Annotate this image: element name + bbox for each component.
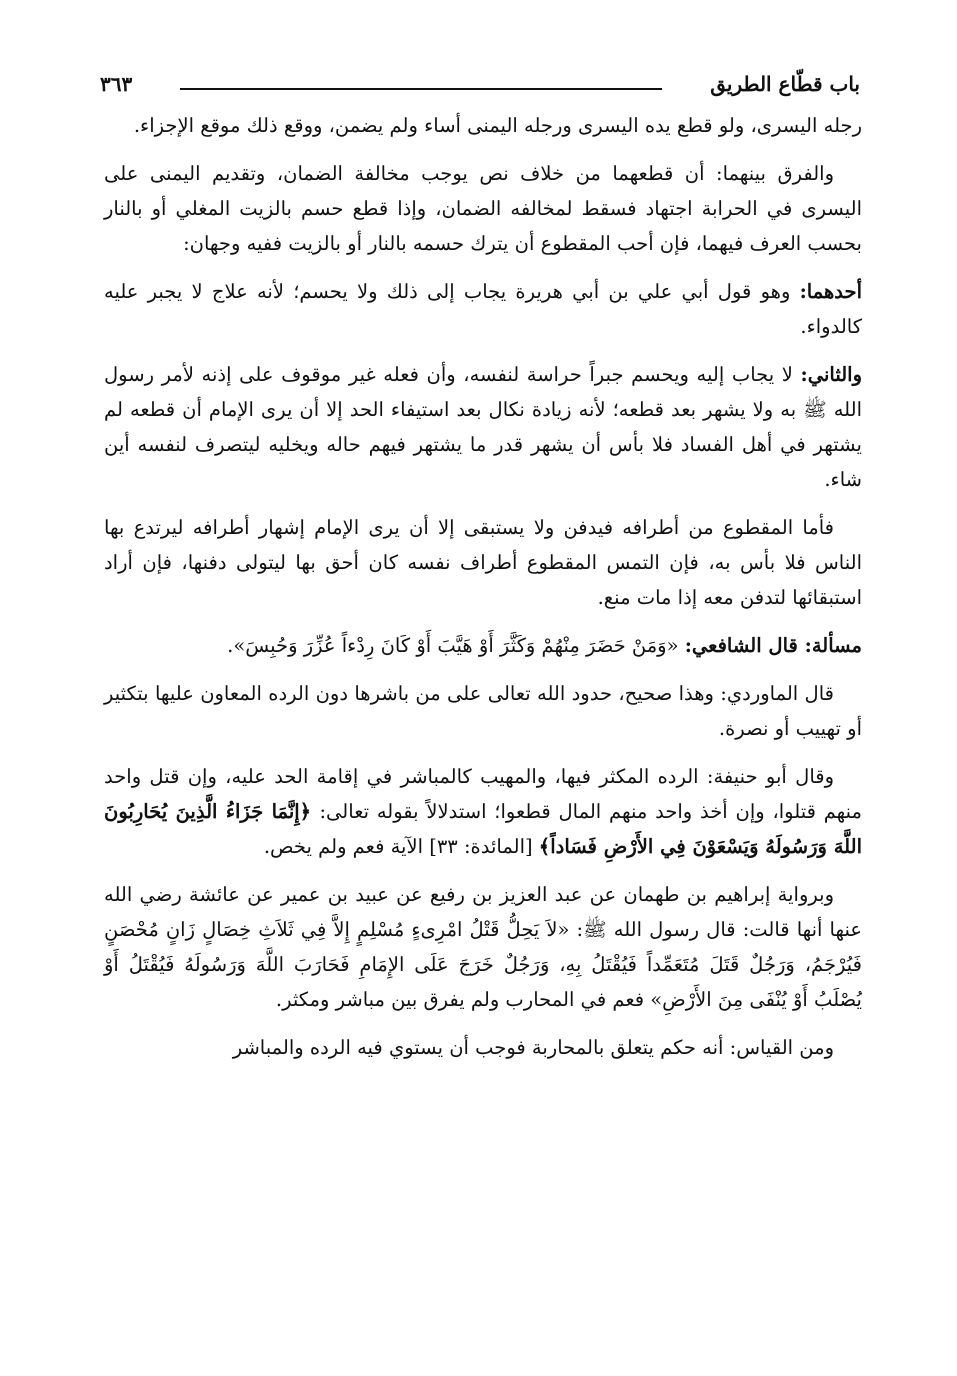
paragraph-6 [104, 628, 862, 663]
paragraph-text: وهو قول أبي علي بن أبي هريرة يجاب إلى ذلك ولا يحسم؛ لأنه علاج لا يجبر عليه كالدواء. [104, 280, 862, 338]
quran-verse: ﴿إِنَّمَا جَزَاءُ الَّذِينَ يُحَارِبُونَ اللَّهَ وَرَسُولَهُ وَيَسْعَوْنَ فِي الأَرْضِ فَسَاداً﴾ [104, 800, 862, 858]
page-body [104, 108, 862, 1078]
paragraph-10 [104, 1030, 862, 1065]
paragraph-9 [104, 877, 862, 1017]
paragraph-text: والفرق بينهما: أن قطعهما من خلاف نص يوجب مخالفة الضمان، وتقديم اليمنى على اليسرى في الحرابة اجتهاد فسقط لمخالفه الضمان، وإذا قطع حسم بالزيت المغلي أو بالنار بحسب العرف فيهما، فإن أحب المقطوع أن يترك حسمه بالنار أو بالزيت ففيه وجهان: [104, 162, 862, 255]
paragraph-4 [104, 357, 862, 497]
paragraph-text: قال الماوردي: وهذا صحيح، حدود الله تعالى على من باشرها دون الرده المعاون عليها بتكثير أو تهييب أو نصرة. [104, 682, 862, 740]
paragraph-text: «وَمَنْ حَضَرَ مِنْهُمْ وَكَثَّرَ أَوْ هَيَّبَ أَوْ كَانَ رِدْءاً عُزِّرَ وَحُبِسَ». [227, 634, 685, 657]
header-rule [180, 88, 662, 90]
page-number: ٣٦٣ [100, 72, 133, 96]
paragraph-lead: والثاني: [800, 363, 862, 386]
paragraph-3 [104, 274, 862, 344]
paragraph-text: فأما المقطوع من أطرافه فيدفن ولا يستبقى إلا أن يرى الإمام إشهار أطرافه ليرتدع بها الناس فلا بأس به، فإن التمس المقطوع أطراف نفسه كان أحق بها ليتولى دفنها، فإن أراد استبقائها لتدفن معه إذا مات منع. [104, 516, 862, 609]
paragraph-tail: [المائدة: ٣٣] الآية فعم ولم يخص. [263, 835, 539, 858]
paragraph-text: لا يجاب إليه ويحسم جبراً حراسة لنفسه، وأن فعله غير موقوف على إذنه لأمر رسول الله ﷺ به ولا يشهر بعد قطعه؛ لأنه زيادة نكال بعد استيفاء الحد إلا أن يرى الإمام أن قطعه لم يشتهر في أهل الفساد فلا بأس أن يشهر قدر ما يشتهر فيهم حاله ويخليه ليتصرف لنفسه أين شاء. [104, 363, 862, 491]
paragraph-text: وقال أبو حنيفة: الرده المكثر فيها، والمهيب كالمباشر في إقامة الحد عليه، وإن قتل واحد منهم قتلوا، وإن أخذ واحد منهم المال قطعوا؛ استدلالاً بقوله تعالى: [104, 765, 862, 823]
paragraph-8 [104, 759, 862, 864]
paragraph-lead: أحدهما: [799, 280, 862, 303]
paragraph-7 [104, 676, 862, 746]
paragraph-5 [104, 510, 862, 615]
paragraph-1 [104, 108, 862, 143]
paragraph-text: رجله اليسرى، ولو قطع يده اليسرى ورجله اليمنى أساء ولم يضمن، ووقع ذلك موقع الإجزاء. [133, 114, 862, 137]
paragraph-2 [104, 156, 862, 261]
page-header [100, 68, 860, 102]
chapter-title: باب قطّاع الطريق [710, 72, 860, 96]
paragraph-lead: مسألة: قال الشافعي: [684, 634, 862, 657]
paragraph-text: ومن القياس: أنه حكم يتعلق بالمحاربة فوجب أن يستوي فيه الرده والمباشر [232, 1036, 834, 1059]
paragraph-text: وبرواية إبراهيم بن طهمان عن عبد العزيز بن رفيع عن عبيد بن عمير عن عائشة رضي الله عنها أنها قالت: قال رسول الله ﷺ: «لاَ يَحِلُّ قَتْلُ امْرِىءٍ مُسْلِمٍ إِلاَّ فِي ثَلاَثِ خِصَالٍ زَانٍ مُحْصَنٍ فَيُرْجَمُ، وَرَجُلٌ قَتَلَ مُتَعَمِّداً فَيُقْتَلُ بِهِ، وَرَجُلٌ خَرَجَ عَلَى الإِمَامِ فَحَارَبَ اللَّهَ وَرَسُولَهُ فَيُقْتَلُ أَوْ يُصْلَبُ أَوْ يُنْفَى مِنَ الأَرْضِ» فعم في المحارب ولم يفرق بين مباشر ومكثر. [104, 883, 862, 1011]
